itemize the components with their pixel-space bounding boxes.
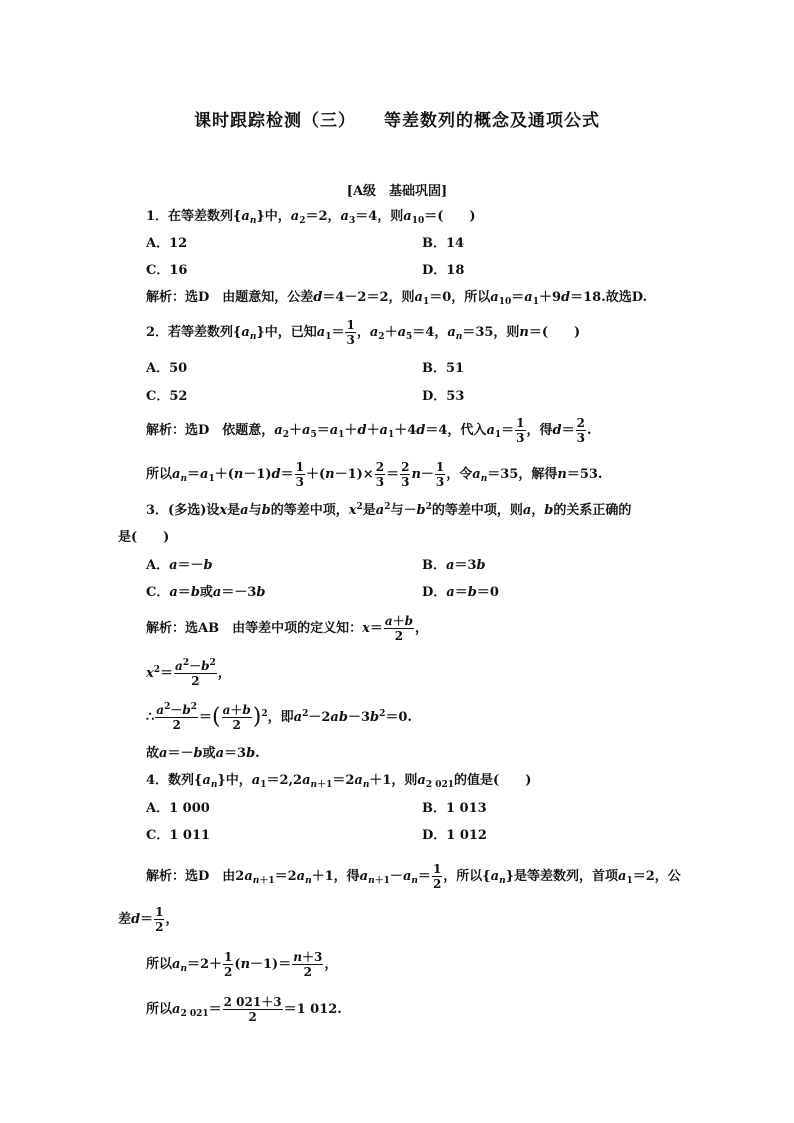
q4-solution-line4: 所以$a_{2 021}=$ $\frac{2 021+3}{2}$ ＝1 012. [146,995,342,1024]
page-title [0,106,794,131]
q3-option-d: D．a＝b＝0 [422,585,499,600]
q3-solution-line2: $x^2=$ $\frac{a^2-b^2}{2}$ ， [146,658,231,688]
q3-option-c: C．a＝b或a＝－3b [146,585,266,600]
q2-solution-general-term: 所以$a_n=a_1+(n-1)d=$ $\frac{1}{3}$ ＋(n－1)× $\frac{2}{3}$ ＝ $\frac{2}{3}$ n－ $\frac{1}{3}$ ，令$a_n=35$，解得n＝53. [146,460,603,489]
q1-option-a: A．12 [146,236,188,251]
q2-stem: 2．若等差数列$\{a_n\}$中，已知$a_1=$ $\frac{1}{3}$ ，$a_2+a_5=4$，$a_n=35$，则n＝( ) [146,318,581,347]
q4-option-b: B．1 013 [422,801,487,816]
q1-option-d: D．18 [422,263,465,278]
q2-option-c: C．52 [146,389,188,404]
q4-option-a: A．1 000 [146,801,210,816]
title-right: 等差数列的概念及通项公式 [384,111,600,131]
q4-option-c: C．1 011 [146,828,211,843]
q3-solution-line3: ∴ $\frac{a^2-b^2}{2}$ ＝( $\frac{a+b}{2}$ )$^2$，即$a^2-2ab-3b^2=0$. [146,702,412,732]
q3-option-a: A．a＝－b [146,558,213,573]
q4-stem: 4．数列$\{a_n\}$中，$a_1=2,2a_{n+1}=2a_n+1$，则$a_{2 021}$的值是( ) [146,773,532,790]
section-heading: [A级 基础巩固] [346,184,448,199]
q1-stem: 1．在等差数列$\{a_n\}$中，$a_2=2$，$a_3=4$，则$a_{10}=$( ) [146,209,476,226]
q3-stem: 3．(多选)设x是a与b的等差中项，$x^2$是$a^2$与$-b^2$的等差中项，则a，b的关系正确的 [146,502,632,518]
q3-option-b: B．a＝3b [422,558,486,573]
q1-solution: 解析：选D 由题意知，公差d＝4－2＝2，则$a_1=0$，所以$a_{10}=a_1+9d=18$.故选D. [146,290,648,307]
q3-solution: 解析：选AB 由等差中项的定义知：x＝ $\frac{a+b}{2}$ ， [146,614,429,643]
q4-solution: 解析：选D 由$2a_{n+1}=2a_n+1$，得$a_{n+1}-a_n=$ $\frac{1}{2}$ ，所以$\{a_n\}$是等差数列，首项$a_1=2$，公 [146,862,681,891]
q2-option-b: B．51 [422,361,465,376]
q2-solution: 解析：选D 依题意，$a_2+a_5=a_1+d+a_1+4d=4$，代入$a_1=$ $\frac{1}{3}$ ，得d＝ $\frac{2}{3}$ . [146,416,592,445]
q4-solution-line2: 差d＝ $\frac{1}{2}$ ， [118,905,179,934]
q4-option-d: D．1 012 [422,828,487,843]
q3-stem-continued: 是( ) [118,530,170,545]
q4-solution-line3: 所以$a_n=2+$ $\frac{1}{2}$ (n－1)＝ $\frac{n+3}{2}$ ， [146,950,338,979]
q3-solution-line4: 故a＝－b或a＝3b. [146,746,260,761]
q2-option-a: A．50 [146,361,188,376]
q2-option-d: D．53 [422,389,465,404]
q1-option-c: C．16 [146,263,188,278]
q1-option-b: B．14 [422,236,465,251]
title-left: 课时跟踪检测（三） [194,111,356,131]
